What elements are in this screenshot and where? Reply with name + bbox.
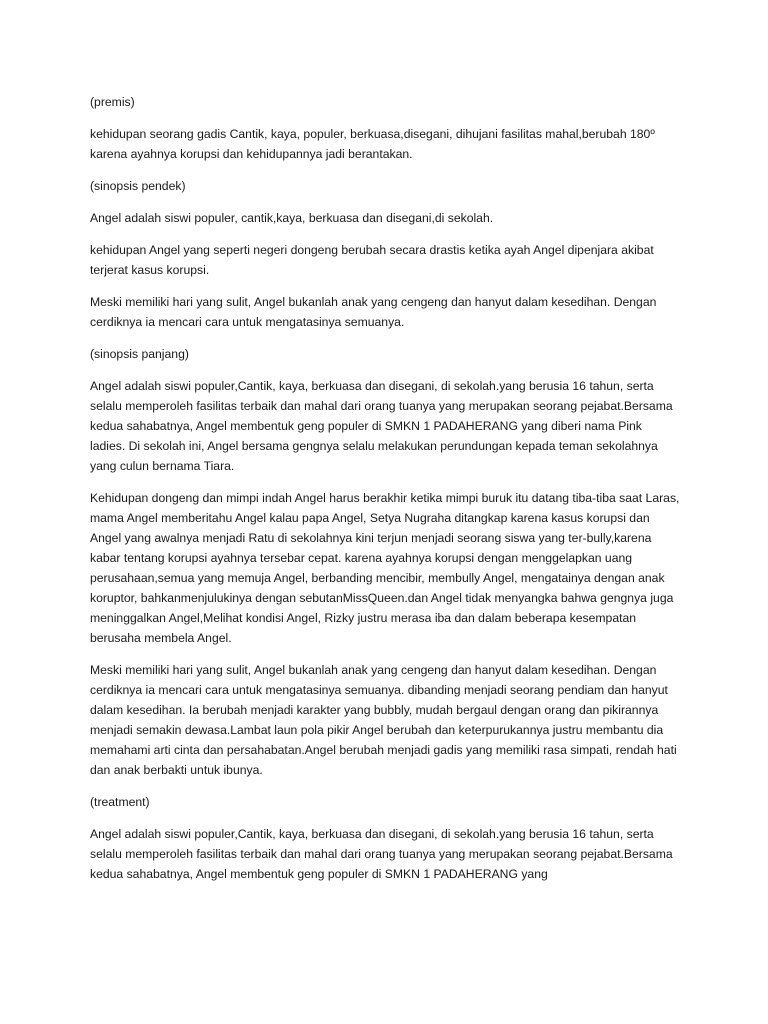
heading-premis: (premis): [90, 95, 135, 109]
paragraph-sinopsis-panjang-1: Angel adalah siswi populer,Cantik, kaya, berkuasa dan disegani, di sekolah.yang berusia 16 tahun, serta selalu memperoleh fasilitas terbaik dan mahal dari orang tuanya yang merupakan seorang pejabat.Bersama kedua sahabatnya, Angel membentuk geng populer di SMKN 1 PADAHERANG yang diberi nama Pink ladies. Di sekolah ini, Angel bersama gengnya selalu melakukan perundungan kepada teman sekolahnya yang culun bernama Tiara.: [90, 379, 673, 473]
paragraph-sinopsis-panjang-2: Kehidupan dongeng dan mimpi indah Angel harus berakhir ketika mimpi buruk itu datang tiba-tiba saat Laras, mama Angel memberitahu Angel kalau papa Angel, Setya Nugraha ditangkap karena kasus korupsi dan Angel yang awalnya menjadi Ratu di sekolahnya kini terjun menjadi seorang siswa yang ter-bully,karena kabar tentang korupsi ayahnya tersebar cepat. karena ayahnya korupsi dengan menggelapkan uang perusahaan,semua yang memuja Angel, berbanding mencibir, membully Angel, mengatainya dengan anak koruptor, bahkanmenjulukinya dengan sebutanMissQueen.dan Angel tidak menyangka bahwa gengnya juga meninggalkan Angel,Melihat kondisi Angel, Rizky justru merasa iba dan dalam beberapa kesempatan berusaha membela Angel.: [90, 491, 680, 645]
heading-sinopsis-pendek: (sinopsis pendek): [90, 179, 186, 193]
paragraph-sinopsis-pendek-2: kehidupan Angel yang seperti negeri dongeng berubah secara drastis ketika ayah Angel dipenjara akibat terjerat kasus korupsi.: [90, 243, 654, 277]
paragraph-treatment-1: Angel adalah siswi populer,Cantik, kaya, berkuasa dan disegani, di sekolah.yang berusia 16 tahun, serta selalu memperoleh fasilitas terbaik dan mahal dari orang tuanya yang merupakan seorang pejabat.Bersama kedua sahabatnya, Angel membentuk geng populer di SMKN 1 PADAHERANG yang: [90, 827, 673, 881]
paragraph-premis: kehidupan seorang gadis Cantik, kaya, populer, berkuasa,disegani, dihujani fasilitas mahal,berubah 180º karena ayahnya korupsi dan kehidupannya jadi berantakan.: [90, 127, 655, 161]
heading-treatment: (treatment): [90, 795, 150, 809]
paragraph-sinopsis-pendek-3: Meski memiliki hari yang sulit, Angel bukanlah anak yang cengeng dan hanyut dalam kesedihan. Dengan cerdiknya ia mencari cara untuk mengatasinya semuanya.: [90, 295, 657, 329]
paragraph-sinopsis-panjang-3: Meski memiliki hari yang sulit, Angel bukanlah anak yang cengeng dan hanyut dalam kesedihan. Dengan cerdiknya ia mencari cara untuk mengatasinya semuanya. dibanding menjadi seorang pendiam dan hanyut dalam kesedihan. Ia berubah menjadi karakter yang bubbly, mudah bergaul dengan orang dan pikirannya menjadi semakin dewasa.Lambat laun pola pikir Angel berubah dan keterpurukannya justru membantu dia memahami arti cinta dan persahabatan.Angel berubah menjadi gadis yang memiliki rasa simpati, rendah hati dan anak berbakti untuk ibunya.: [90, 663, 677, 777]
document-body: [90, 92, 680, 896]
paragraph-sinopsis-pendek-1: Angel adalah siswi populer, cantik,kaya, berkuasa dan disegani,di sekolah.: [90, 211, 494, 225]
heading-sinopsis-panjang: (sinopsis panjang): [90, 347, 189, 361]
